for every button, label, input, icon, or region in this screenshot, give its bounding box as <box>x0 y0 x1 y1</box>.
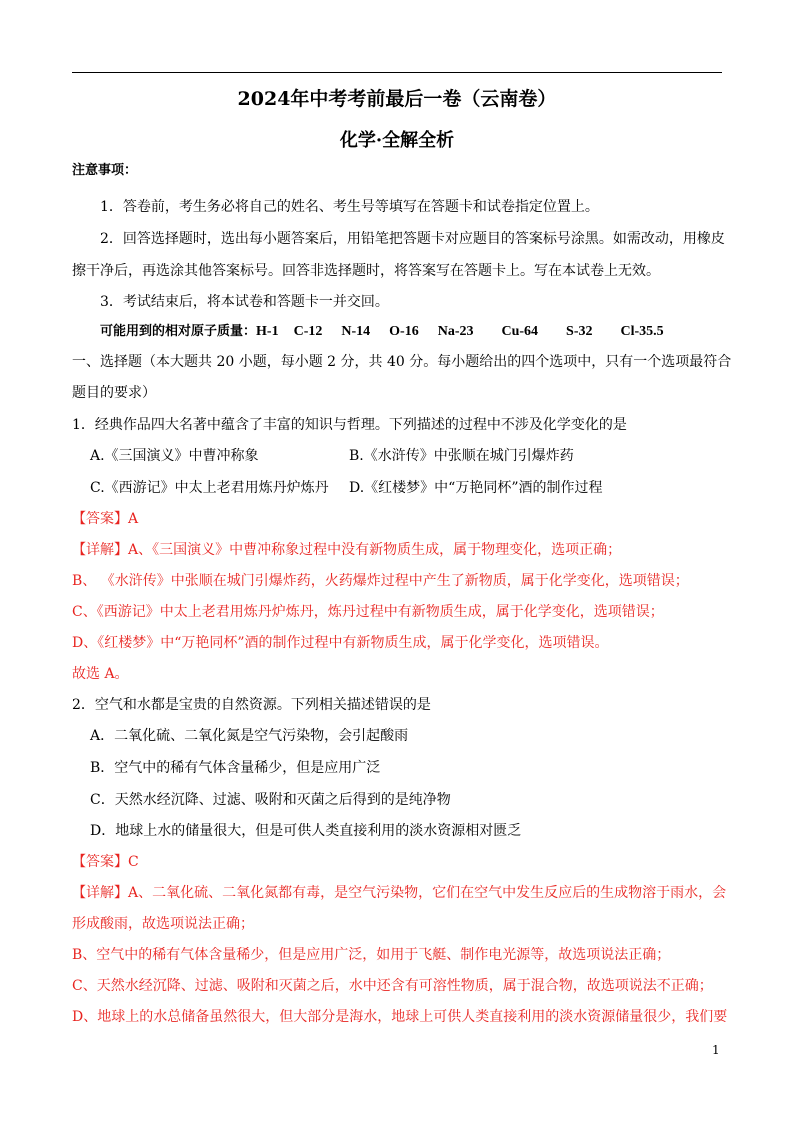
question-2-explanation: B、空气中的稀有气体含量稀少，但是应用广泛，如用于飞艇、制作电光源等，故选项说法正确； <box>72 947 671 963</box>
question-2-option-c: C．天然水经沉降、过滤、吸附和灭菌之后得到的是纯净物 <box>90 792 451 808</box>
question-1-answer: 【答案】A <box>72 511 139 527</box>
atomic-mass: H-1 <box>256 324 279 339</box>
atomic-masses-label: 可能用到的相对原子质量： <box>100 324 257 339</box>
notice-item: 2．回答选择题时，选出每小题答案后，用铅笔把答题卡对应题目的答案标号涂黑。如需改动，用橡皮 <box>100 231 725 247</box>
question-1-explanation: B、 《水浒传》中张顺在城门引爆炸药，火药爆炸过程中产生了新物质，属于化学变化，选项错误； <box>72 573 689 589</box>
atomic-mass: O-16 <box>389 324 419 339</box>
question-1-explanation: 【详解】A、《三国演义》中曹冲称象过程中没有新物质生成，属于物理变化，选项正确； <box>72 542 622 558</box>
notice-item: 擦干净后，再选涂其他答案标号。回答非选择题时，将答案写在答题卡上。写在本试卷上无效。 <box>72 263 660 279</box>
atomic-masses <box>100 322 664 342</box>
atomic-mass: Na-23 <box>437 324 474 339</box>
question-2-stem: 2．空气和水都是宝贵的自然资源。下列相关描述错误的是 <box>72 697 431 713</box>
question-1-option-a: A.《三国演义》中曹冲称象 <box>90 448 259 464</box>
notice-heading: 注意事项： <box>72 163 138 178</box>
question-1-stem: 1．经典作品四大名著中蕴含了丰富的知识与哲理。下列描述的过程中不涉及化学变化的是 <box>72 417 627 433</box>
notice-item: 1．答卷前，考生务必将自己的姓名、考生号等填写在答题卡和试卷指定位置上。 <box>100 199 599 215</box>
header-rule <box>72 72 722 73</box>
question-2-explanation: C、天然水经沉降、过滤、吸附和灭菌之后，水中还含有可溶性物质，属于混合物，故选项说法不正确； <box>72 978 713 994</box>
question-1-option-b: B.《水浒传》中张顺在城门引爆炸药 <box>349 448 574 464</box>
question-2-explanation: 【详解】A、二氧化硫、二氧化氮都有毒，是空气污染物，它们在空气中发生反应后的生成物溶于雨水，会 <box>72 885 727 901</box>
atomic-mass: Cu-64 <box>501 324 539 339</box>
question-1-option-d: D.《红楼梦》中“万艳同杯”酒的制作过程 <box>349 480 603 496</box>
question-2-option-a: A．二氧化硫、二氧化氮是空气污染物，会引起酸雨 <box>90 728 409 744</box>
document-title: 2024年中考考前最后一卷（云南卷） <box>237 88 557 110</box>
section-heading: 一、选择题（本大题共 20 小题，每小题 2 分，共 40 分。每小题给出的四个选项中，只有一个选项最符合 <box>72 354 732 370</box>
question-1-explanation: D、《红楼梦》中“万艳同杯”酒的制作过程中有新物质生成，属于化学变化，选项错误。 <box>72 635 609 651</box>
atomic-mass: N-14 <box>341 324 371 339</box>
atomic-mass: Cl-35.5 <box>620 324 664 339</box>
notice-item: 3．考试结束后，将本试卷和答题卡一并交回。 <box>100 294 389 310</box>
section-heading-cont: 题目的要求） <box>72 385 156 401</box>
atomic-mass: C-12 <box>293 324 323 339</box>
question-2-answer: 【答案】C <box>72 854 139 870</box>
document-subtitle: 化学·全解全析 <box>339 130 455 151</box>
question-2-option-b: B．空气中的稀有气体含量稀少，但是应用广泛 <box>90 760 381 776</box>
page-number: 1 <box>712 1043 720 1057</box>
question-1-explanation: C、《西游记》中太上老君用炼丹炉炼丹，炼丹过程中有新物质生成，属于化学变化，选项错误； <box>72 604 664 620</box>
atomic-mass: S-32 <box>566 324 593 339</box>
question-2-option-d: D．地球上水的储量很大，但是可供人类直接利用的淡水资源相对匮乏 <box>90 823 522 839</box>
question-2-explanation: 形成酸雨，故选项说法正确； <box>72 916 254 932</box>
question-1-option-c: C.《西游记》中太上老君用炼丹炉炼丹 <box>90 480 329 496</box>
question-2-explanation: D、地球上的水总储备虽然很大，但大部分是海水，地球上可供人类直接利用的淡水资源储量很少，我们要 <box>72 1009 728 1025</box>
question-1-conclusion: 故选 A。 <box>72 666 129 682</box>
